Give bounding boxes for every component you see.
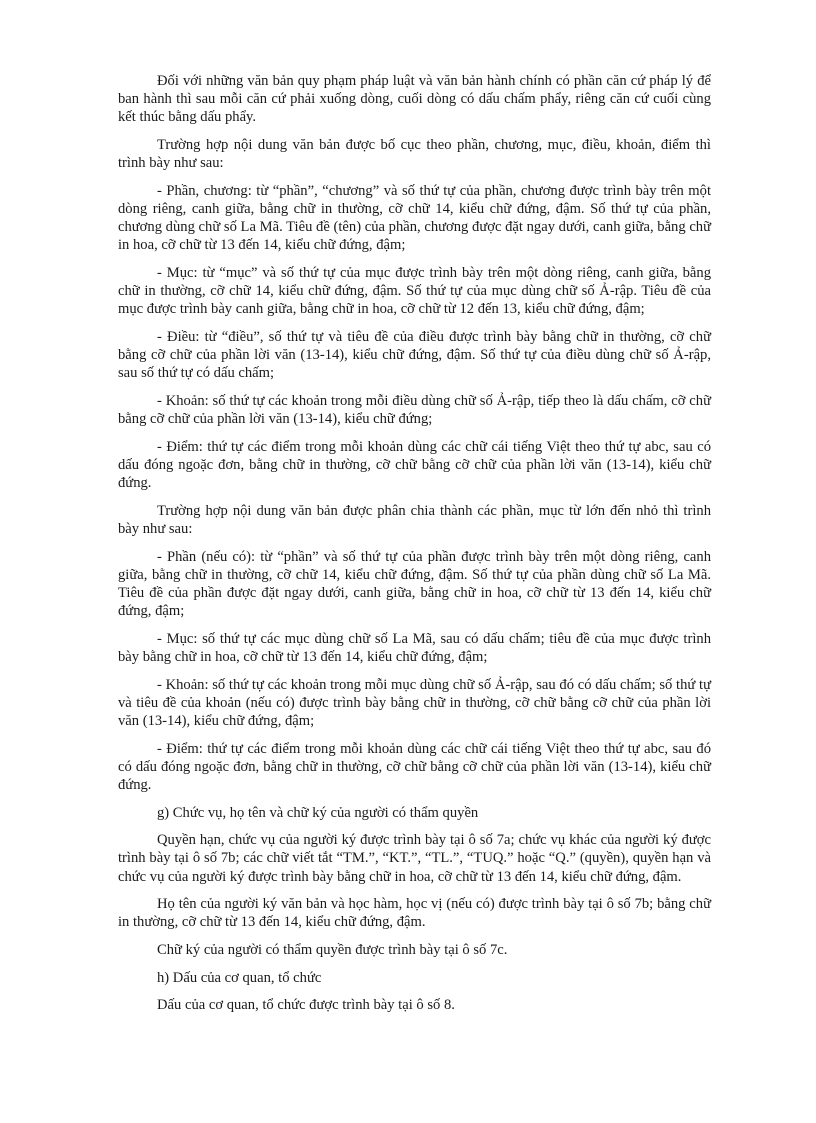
paragraph: - Khoản: số thứ tự các khoản trong mỗi mục dùng chữ số Ả-rập, sau đó có dấu chấm; số thứ tự và tiêu đề của khoản (nếu có) được trình bày bằng chữ in thường, cỡ chữ bằng cỡ chữ của phần lời văn (13-14), kiểu chữ đứng, đậm; xyxy=(118,676,711,729)
paragraph: - Điều: từ “điều”, số thứ tự và tiêu đề của điều được trình bày bằng chữ in thường, cỡ chữ bằng cỡ chữ của phần lời văn (13-14), kiểu chữ đứng, đậm. Số thứ tự của điều dùng chữ số Ả-rập, sau số thứ tự có dấu chấm; xyxy=(118,329,711,382)
paragraph: - Mục: từ “mục” và số thứ tự của mục được trình bày trên một dòng riêng, canh giữa, bằng chữ in thường, cỡ chữ 14, kiểu chữ đứng, đậm. Số thứ tự của mục dùng chữ số Ả-rập. Tiêu đề của mục được trình bày canh giữa, bằng chữ in hoa, cỡ chữ từ 12 đến 13, kiểu chữ đứng, đậm; xyxy=(118,265,711,318)
document-page xyxy=(118,72,711,1024)
paragraph: Đối với những văn bản quy phạm pháp luật và văn bản hành chính có phần căn cứ pháp lý để ban hành thì sau mỗi căn cứ phải xuống dòng, cuối dòng có dấu chấm phẩy, riêng căn cứ cuối cùng kết thúc bằng dấu phẩy. xyxy=(118,73,711,126)
section-heading: g) Chức vụ, họ tên và chữ ký của người có thẩm quyền xyxy=(157,804,479,821)
paragraph: - Phần, chương: từ “phần”, “chương” và số thứ tự của phần, chương được trình bày trên một dòng riêng, canh giữa, bằng chữ in thường, cỡ chữ 14, kiểu chữ đứng, đậm. Số thứ tự của phần, chương dùng chữ số La Mã. Tiêu đề (tên) của phần, chương được đặt ngay dưới, canh giữa, bằng chữ in hoa, cỡ chữ từ 13 đến 14, kiểu chữ đứng, đậm; xyxy=(118,182,711,254)
paragraph: - Khoản: số thứ tự các khoản trong mỗi điều dùng chữ số Ả-rập, tiếp theo là dấu chấm, cỡ chữ bằng cỡ chữ của phần lời văn (13-14), kiểu chữ đứng; xyxy=(118,393,711,428)
paragraph: Trường hợp nội dung văn bản được bố cục theo phần, chương, mục, điều, khoản, điểm thì trình bày như sau: xyxy=(118,137,711,172)
paragraph: Dấu của cơ quan, tổ chức được trình bày tại ô số 8. xyxy=(157,997,455,1014)
paragraph: - Phần (nếu có): từ “phần” và số thứ tự của phần được trình bày trên một dòng riêng, canh giữa, bằng chữ in thường, cỡ chữ 14, kiểu chữ đứng, đậm. Số thứ tự của phần dùng chữ số La Mã. Tiêu đề của phần được đặt ngay dưới, canh giữa, bằng chữ in hoa, cỡ chữ từ 13 đến 14, kiểu chữ đứng, đậm; xyxy=(118,548,711,620)
paragraph: Chữ ký của người có thẩm quyền được trình bày tại ô số 7c. xyxy=(157,941,508,958)
section-heading: h) Dấu của cơ quan, tổ chức xyxy=(157,969,322,986)
paragraph: Họ tên của người ký văn bản và học hàm, học vị (nếu có) được trình bày tại ô số 7b; bằng chữ in thường, cỡ chữ từ 13 đến 14, kiểu chữ đứng, đậm. xyxy=(118,896,711,931)
paragraph: - Điểm: thứ tự các điểm trong mỗi khoản dùng các chữ cái tiếng Việt theo thứ tự abc, sau có dấu đóng ngoặc đơn, bằng chữ in thường, cỡ chữ bằng cỡ chữ của phần lời văn (13-14), kiểu chữ đứng. xyxy=(118,438,711,492)
paragraph: Quyền hạn, chức vụ của người ký được trình bày tại ô số 7a; chức vụ khác của người ký được trình bày tại ô số 7b; các chữ viết tắt “TM.”, “KT.”, “TL.”, “TUQ.” hoặc “Q.” (quyền), quyền hạn và chức vụ của người ký được trình bày bằng chữ in hoa, cỡ chữ từ 13 đến 14, kiểu chữ đứng, đậm. xyxy=(118,832,711,885)
paragraph: Trường hợp nội dung văn bản được phân chia thành các phần, mục từ lớn đến nhỏ thì trình bày như sau: xyxy=(118,502,711,537)
paragraph: - Mục: số thứ tự các mục dùng chữ số La Mã, sau có dấu chấm; tiêu đề của mục được trình bày bằng chữ in hoa, cỡ chữ từ 13 đến 14, kiểu chữ đứng, đậm; xyxy=(118,630,711,665)
paragraph: - Điểm: thứ tự các điểm trong mỗi khoản dùng các chữ cái tiếng Việt theo thứ tự abc, sau đó có dấu đóng ngoặc đơn, bằng chữ in thường, cỡ chữ bằng cỡ chữ của phần lời văn (13-14), kiểu chữ đứng. xyxy=(118,740,711,793)
